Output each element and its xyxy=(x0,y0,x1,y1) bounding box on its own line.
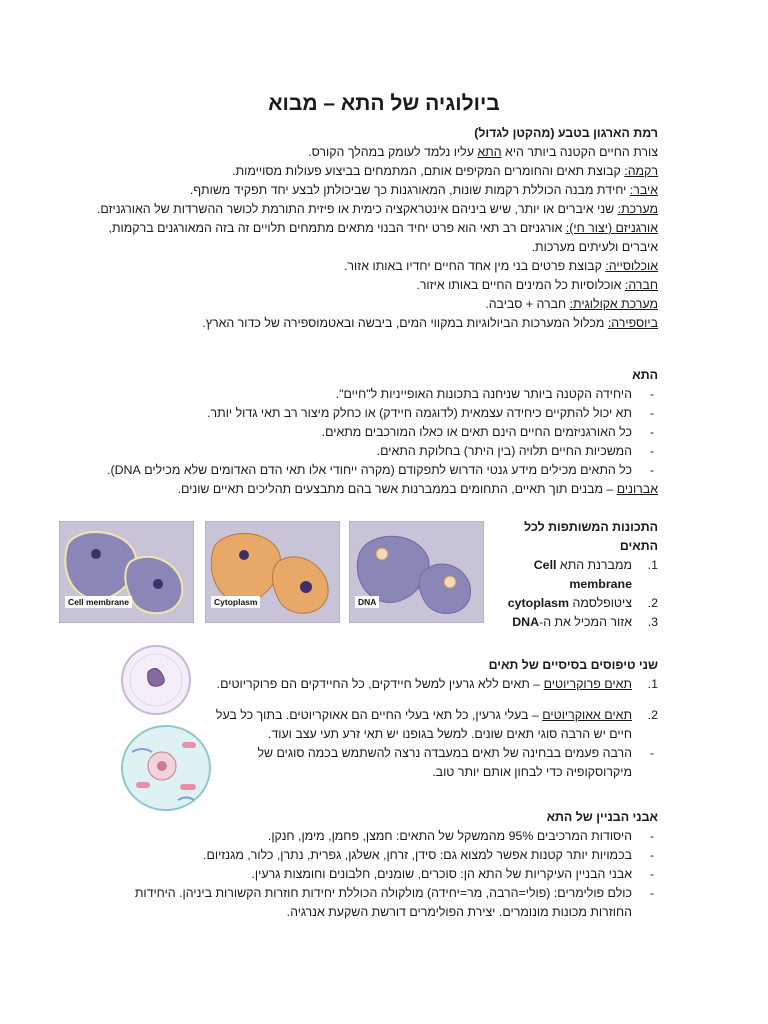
level-definition: קבוצת תאים והחומרים המקיפים אותם, המתמחים בביצוע פעולות מסויימות. xyxy=(232,164,625,178)
item-text: – בעלי גרעין, כל תאי בעלי החיים הם אאוקריוטים. בתוך כל בעל חיים יש הרבה סוגי תאים שונים. למשל בגופנו יש תאי זרע תעי עצב ועוד. xyxy=(215,708,632,741)
organization-intro xyxy=(90,143,658,162)
image-label: Cell membrane xyxy=(65,596,132,608)
list-item: - כל האורגניזמים החיים הינם תאים או כאלו המורכבים מתאים. xyxy=(90,423,658,442)
page-title: ביולוגיה של התא – מבוא xyxy=(268,92,500,115)
item-number: 1. xyxy=(647,558,658,572)
intro-text-post: עליו נלמד לעומק במהלך הקורס. xyxy=(308,145,478,159)
cell-section xyxy=(90,366,658,499)
organization-level-item xyxy=(90,181,658,200)
building-blocks-list xyxy=(90,827,658,922)
building-blocks-section xyxy=(90,808,658,922)
item-text: ממברנת התא xyxy=(556,558,632,572)
level-term: חברה: xyxy=(624,278,658,292)
cytoplasm-stained-cells-image xyxy=(205,521,340,623)
image-label: Cytoplasm xyxy=(211,596,260,608)
item-text: ציטופלסמה xyxy=(569,596,632,610)
item-term-en: cytoplasm xyxy=(507,596,570,610)
organization-level-item xyxy=(90,276,658,295)
shared-properties-heading: התכונות המשותפות לכל התאים xyxy=(524,520,658,553)
level-definition: מכלול המערכות הביולוגיות במקווי המים, ביבשה ובאטמוספירה של כדור הארץ. xyxy=(202,316,608,330)
organelles-term: אברונים xyxy=(616,482,658,496)
list-item: - תא יכול להתקיים כיחידה עצמאית (לדוגמה חיידק) או כחלק מיצור רב תאי גדול יותר. xyxy=(90,404,658,423)
organization-level-item xyxy=(90,257,658,276)
item-term: תאים פרוקריוטים xyxy=(543,677,632,691)
level-definition: חברה + סביבה. xyxy=(485,297,570,311)
shared-properties-section xyxy=(500,518,658,632)
list-item xyxy=(210,675,658,694)
list-item: - כולם פולימרים: (פולי=הרבה, מר=יחידה) מולקולה הכוללת יחידות חוזרות הקשורות ביניהן. היחידות החוזרות מכונות מונומרים. יצירת הפולימרים דורשת השקעת אנרגיה. xyxy=(90,884,658,922)
level-term: אורגניזם (יצור חי): xyxy=(565,221,658,235)
eukaryote-cell-diagram xyxy=(118,722,214,814)
item-number: 3. xyxy=(647,615,658,629)
cell-membrane-stained-cells-image xyxy=(59,521,194,623)
list-item xyxy=(210,706,658,744)
level-term: מערכת אקולוגית: xyxy=(569,297,658,311)
level-term: מערכת: xyxy=(617,202,658,216)
organization-level-item xyxy=(90,200,658,219)
level-term: אוכלוסייה: xyxy=(605,259,658,273)
item-term-en: DNA xyxy=(512,615,540,629)
level-definition: קבוצת פרטים בני מין אחד החיים יחדיו באותו אזור. xyxy=(343,259,606,273)
organization-level-item xyxy=(90,295,658,314)
list-item xyxy=(500,613,658,632)
item-number: 1. xyxy=(647,677,658,691)
cell-bullet-list xyxy=(90,385,658,480)
level-definition: שני איברים או יותר, שיש ביניהם אינטראקציה כימית או פיזית התורמת לכושר ההשרדות של האורגניזם. xyxy=(96,202,618,216)
organization-level-item xyxy=(90,219,658,257)
prokaryote-cell-diagram xyxy=(118,642,194,718)
cell-types-heading: שני טיפוסים בסיסיים של תאים xyxy=(488,658,658,672)
level-definition: אוכלוסיות כל המינים החיים באותו איזור. xyxy=(416,278,625,292)
list-item: - היסודות המרכיבים 95% מהמשקל של התאים: חמצן, פחמן, מימן, חנקן. xyxy=(90,827,658,846)
list-item: - המשכיות החיים תלויה (בין היתר) בחלוקת התאים. xyxy=(90,442,658,461)
shared-properties-list xyxy=(500,556,658,632)
list-item: - כל התאים מכילים מידע גנטי הדרוש לתפקודם (מקרה ייחודי אלו תאי הדם האדומים שלא מכילים DNA). xyxy=(90,461,658,480)
organelles-definition xyxy=(90,480,658,499)
cell-heading: התא xyxy=(632,368,658,382)
list-item: - בכמויות יותר קטנות אפשר למצוא גם: סידן, זרחן, אשלגן, גפרית, נתרן, כלור, מגנזיום. xyxy=(90,846,658,865)
organelles-text: – מבנים תוך תאיים, התחומים בממברנות אשר בהם מתבצעים תהליכים תאיים שונים. xyxy=(177,482,617,496)
organization-level-item xyxy=(90,314,658,333)
intro-term: התא xyxy=(477,145,502,159)
image-label: DNA xyxy=(355,596,379,608)
level-term: איבר: xyxy=(629,183,658,197)
level-definition: אורגניזם רב תאי הוא פרט יחיד הבנוי מתאים מתמחים תלויים זה בזה המאורגנים ברקמות, איברים ולעיתים מערכות. xyxy=(108,221,658,254)
dna-stained-cells-image xyxy=(349,521,484,623)
organization-level-item xyxy=(90,162,658,181)
list-item: - אבני הבניין העיקריות של התא הן: סוכרים, שומנים, חלבונים וחומצות גרעין. xyxy=(90,865,658,884)
cell-types-note-list xyxy=(210,744,658,782)
organization-levels-list xyxy=(90,162,658,333)
intro-text-pre: צורת החיים הקטנה ביותר היא xyxy=(501,145,658,159)
item-text: – תאים ללא גרעין למשל חיידקים, כל החיידקים הם פרוקריוטים. xyxy=(216,677,544,691)
item-text: אזור המכיל את ה- xyxy=(539,615,632,629)
level-term: ביוספירה: xyxy=(607,316,658,330)
item-number: 2. xyxy=(647,708,658,722)
list-item xyxy=(500,594,658,613)
building-blocks-heading: אבני הבניין של התא xyxy=(546,810,658,824)
item-term-en: Cell membrane xyxy=(533,558,632,591)
level-definition: יחידת מבנה הכוללת רקמות שונות, המאורגנות כך שביכולתן לבצע יחד תפקיד משותף. xyxy=(189,183,630,197)
item-term: תאים אאוקריוטים xyxy=(542,708,632,722)
item-number: 2. xyxy=(647,596,658,610)
organization-section xyxy=(90,124,658,333)
cell-types-section xyxy=(210,656,658,782)
list-item xyxy=(500,556,658,594)
level-term: רקמה: xyxy=(624,164,658,178)
organization-heading: רמת הארגון בטבע (מהקטן לגדול) xyxy=(474,126,658,140)
list-item: - היחידה הקטנה ביותר שניחנה בתכונות האופייניות ל"חיים". xyxy=(90,385,658,404)
list-item: - הרבה פעמים בבחינה של תאים במעבדה נרצה להשתמש בכמה סוגים של מיקרוסקופיה כדי לבחון אותם יותר טוב. xyxy=(210,744,658,782)
cell-types-list xyxy=(210,675,658,744)
